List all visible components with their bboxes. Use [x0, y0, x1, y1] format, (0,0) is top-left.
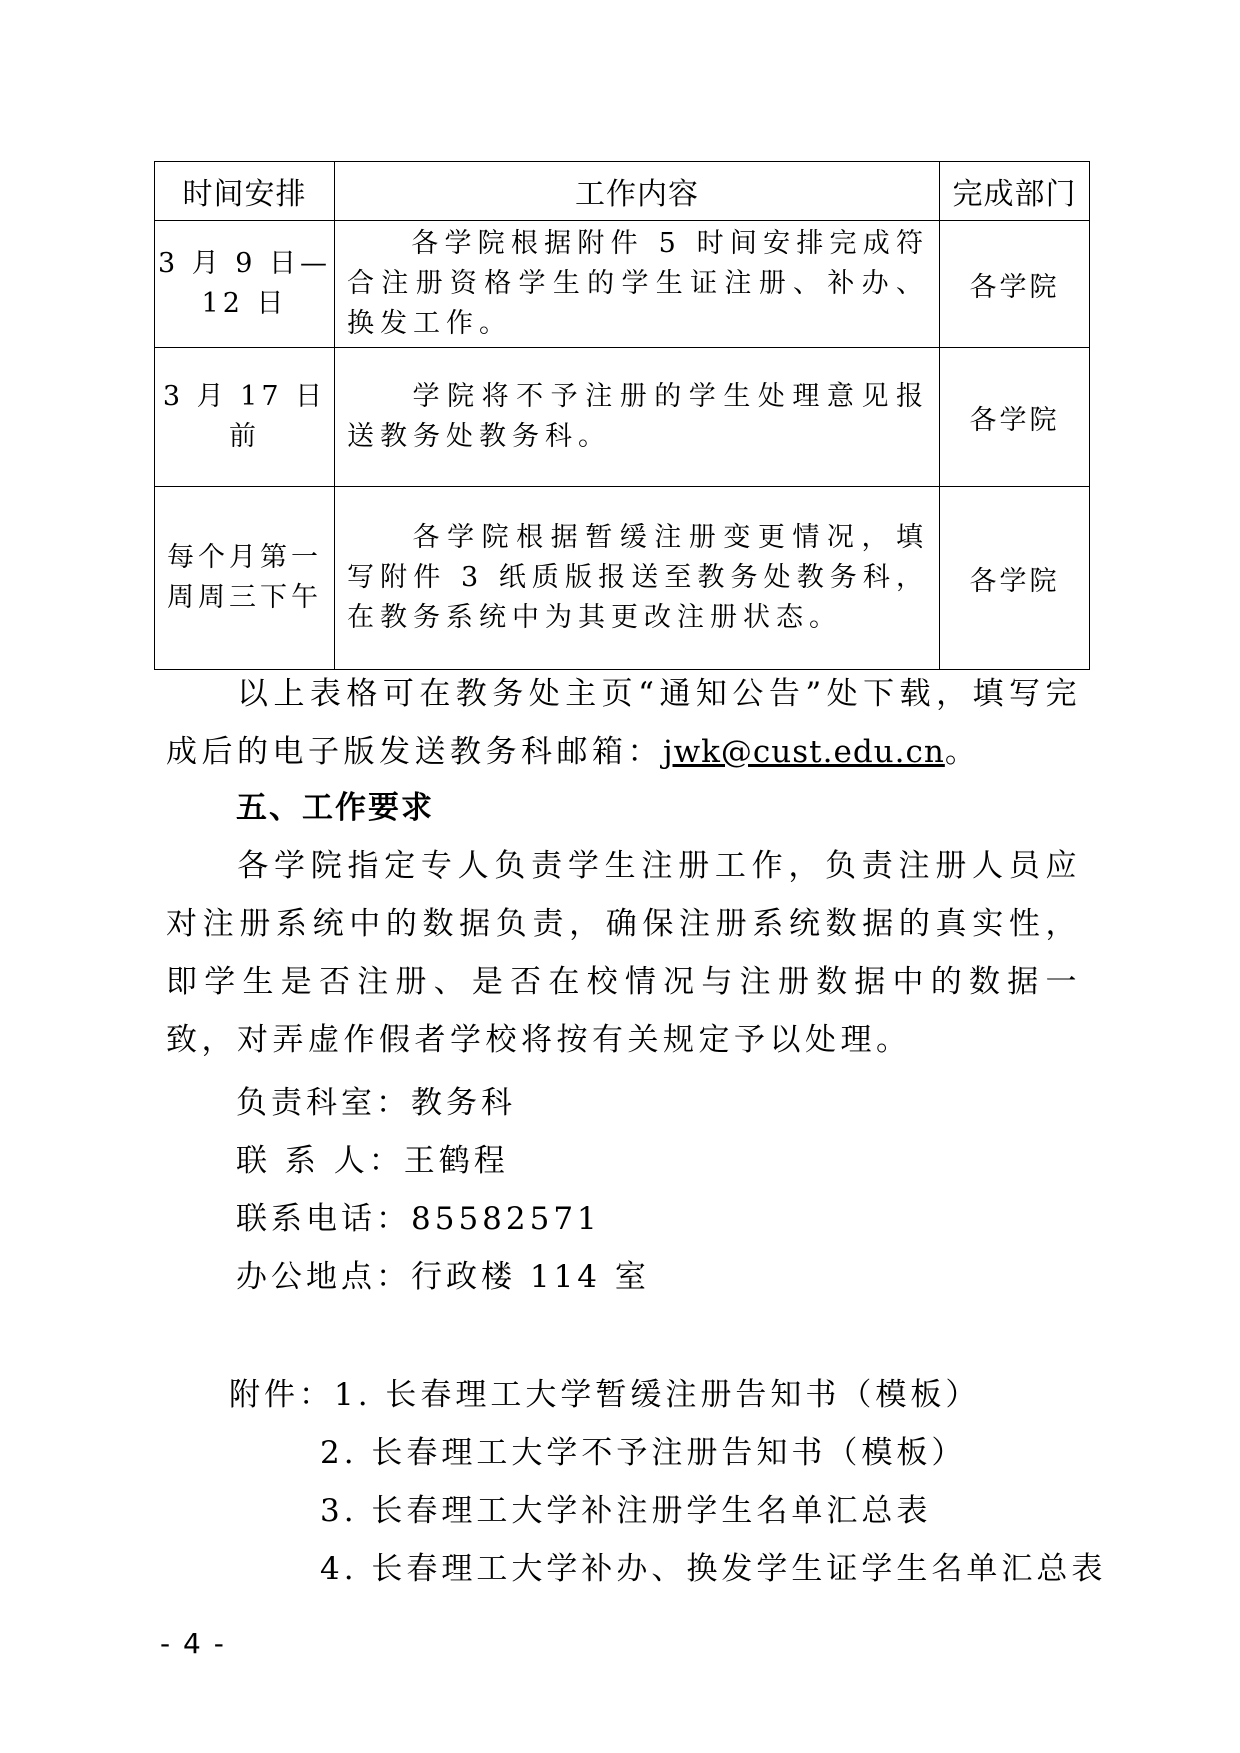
attachment-item: 1. 长春理工大学暂缓注册告知书（模板）	[334, 1377, 981, 1413]
person-value: 王鹤程	[403, 1143, 509, 1179]
requirement-text: 各学院指定专人负责学生注册工作，负责注册人员应对注册系统中的数据负责，确保注册系统数据的真实性，即学生是否注册、是否在校情况与注册数据中的数据一致，对弄虚作假者学校将按有关规定予以处理。	[166, 848, 1081, 1058]
time-line: 周周三下午	[167, 582, 322, 613]
header-time: 时间安排	[155, 162, 335, 221]
schedule-table	[154, 161, 1090, 670]
contact-office	[236, 1083, 516, 1123]
address-value: 行政楼 114 室	[411, 1259, 650, 1295]
dept-cell: 各学院	[940, 487, 1090, 670]
table-row	[155, 487, 1090, 670]
time-cell	[155, 221, 335, 348]
download-note	[166, 665, 1081, 781]
content-text: 各学院根据附件 5 时间安排完成符合注册资格学生的学生证注册、补办、换发工作。	[347, 228, 929, 339]
person-label: 联 系 人：	[236, 1143, 404, 1179]
address-label: 办公地点：	[236, 1259, 411, 1295]
attachment-item: 4. 长春理工大学补办、换发学生证学生名单汇总表	[320, 1551, 1107, 1587]
content-cell	[335, 487, 940, 670]
office-label: 负责科室：	[236, 1085, 411, 1121]
table-header-row	[155, 162, 1090, 221]
dept-cell: 各学院	[940, 348, 1090, 487]
attachment-item: 2. 长春理工大学不予注册告知书（模板）	[320, 1435, 967, 1471]
section-heading: 五、工作要求	[236, 790, 434, 826]
email-link[interactable]: jwk@cust.edu.cn	[663, 734, 945, 770]
attachment-line-1	[229, 1375, 980, 1415]
contact-person	[236, 1141, 509, 1181]
attachment-line-3	[320, 1491, 931, 1531]
table-row	[155, 348, 1090, 487]
attachment-line-2	[320, 1433, 966, 1473]
attachment-line-4	[320, 1549, 1106, 1589]
content-text: 各学院根据暂缓注册变更情况，填写附件 3 纸质版报送至教务处教务科，在教务系统中为其更改注册状态。	[347, 522, 929, 633]
header-content: 工作内容	[335, 162, 940, 221]
requirement-paragraph	[166, 837, 1081, 1069]
content-cell	[335, 221, 940, 348]
contact-address	[236, 1257, 650, 1297]
time-line: 3 月 9 日—	[157, 248, 332, 279]
dept-cell: 各学院	[940, 221, 1090, 348]
time-line: 3 月 17 日前	[162, 381, 327, 452]
attachment-item: 3. 长春理工大学补注册学生名单汇总表	[320, 1493, 932, 1529]
time-line: 每个月第一	[167, 542, 322, 573]
office-value: 教务科	[411, 1085, 516, 1121]
phone-label: 联系电话：	[236, 1201, 411, 1237]
content-cell	[335, 348, 940, 487]
time-cell	[155, 487, 335, 670]
time-line: 12 日	[201, 288, 288, 319]
attachments-label: 附件：	[229, 1377, 334, 1413]
content-text: 学院将不予注册的学生处理意见报送教务处教务科。	[347, 381, 929, 452]
download-note-end: 。	[944, 734, 981, 770]
phone-value: 85582571	[411, 1201, 601, 1237]
contact-phone	[236, 1199, 601, 1239]
header-dept: 完成部门	[940, 162, 1090, 221]
time-cell	[155, 348, 335, 487]
download-note-text: 以上表格可在教务处主页“通知公告”处下载，填写完成后的电子版发送教务科邮箱：	[166, 676, 1081, 770]
table-row	[155, 221, 1090, 348]
page-number: - 4 -	[160, 1627, 226, 1660]
